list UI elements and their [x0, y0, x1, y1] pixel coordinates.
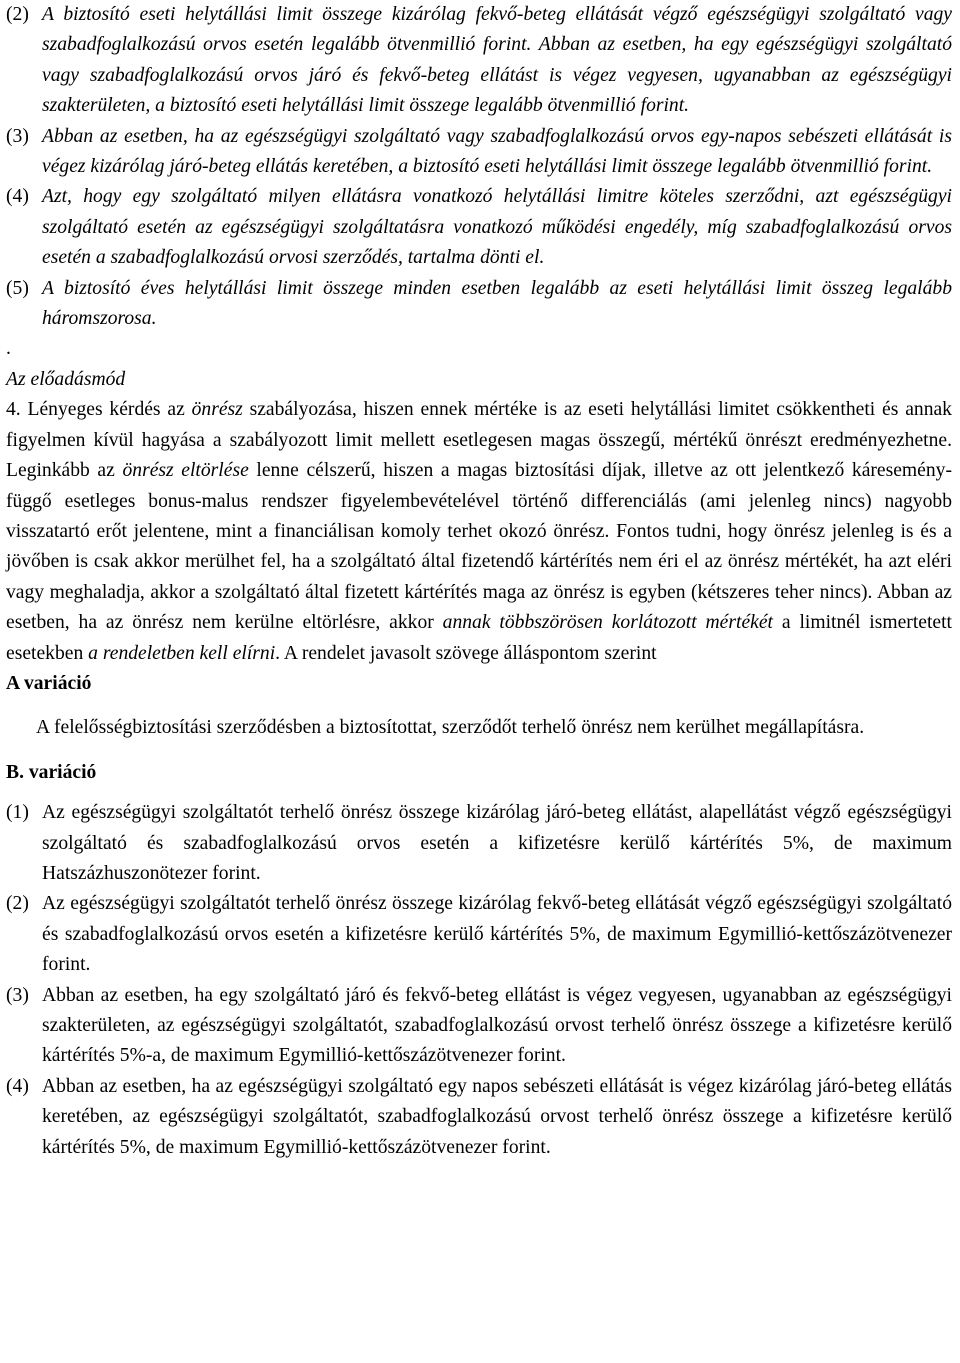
item-text: Az egészségügyi szolgáltatót terhelő önrész összege kizárólag járó-beteg ellátást, alapellátást végző egészségügyi szolgáltató és szabadfoglalkozású orvos esetén a kifizetésre kerülő kártérítés 5%, de maximum Hatszázhuszonötezer forint. — [42, 802, 952, 884]
list-item — [6, 889, 952, 980]
list-item — [6, 981, 952, 1072]
item-text: A biztosító éves helytállási limit összege minden esetben legalább az eseti helytállási limit összeg legalább háromszorosa. — [42, 277, 952, 330]
separator-dot: . — [6, 338, 11, 360]
section-heading: Az előadásmód — [6, 368, 126, 390]
item-text: Abban az esetben, ha az egészségügyi szolgáltató vagy szabadfoglalkozású orvos egy-napos sebészeti ellátását is végez kizárólag járó-beteg ellátás keretében, a biztosító eseti helytállási limit összege legalább ötvenmillió forint. — [42, 125, 952, 178]
paragraph-text: 4. Lényeges kérdés az — [6, 399, 192, 421]
paragraph-emphasis: a rendeletben kell elírni — [88, 642, 276, 664]
item-text: A biztosító eseti helytállási limit összege kizárólag fekvő-beteg ellátását végző egészségügyi szolgáltató vagy szabadfoglalkozású orvos esetén legalább ötvenmillió forint. Abban az esetben, ha egy egészségügyi szolgáltató vagy szabadfoglalkozású orvos járó és fekvő-beteg ellátást is végez vegyesen, ugyanabban az egészségügyi szakterületen, a biztosító eseti helytállási limit összege legalább ötvenmillió forint. — [42, 4, 952, 117]
top-numbered-list — [6, 0, 952, 334]
list-item — [6, 122, 952, 183]
item-number: (3) — [6, 125, 29, 147]
list-item — [6, 182, 952, 273]
item-number: (1) — [6, 802, 29, 824]
item-text: Azt, hogy egy szolgáltató milyen ellátásra vonatkozó helytállási limitre köteles szerződni, azt egészségügyi szolgáltató esetén az egészségügyi szolgáltatásra vonatkozó működési engedély, míg szabadfoglalkozású orvos esetén a szabadfoglalkozású orvosi szerződés, tartalma dönti el. — [42, 186, 952, 269]
list-item — [6, 274, 952, 335]
paragraph-emphasis: annak többszörösen korlátozott mértékét — [442, 612, 773, 634]
paragraph-text: lenne célszerű, hiszen a magas biztosítási díjak, illetve az ott jelentkező káresemény-függő esetleges bonus-malus rendszer figyelembevételével történő differenciálás (ami jelenleg nincs) nagyobb visszatartó erőt jelentene, mint a financiálisan komoly terhet okozó önrész. Fontos tudni, hogy önrész jelenleg is és a jövőben is csak akkor merülhet fel, ha a szolgáltató által fizetendő kártérítés nem éri el az önrész mértékét, ha azt eléri vagy meghaladja, akkor a szolgáltató által fizetett kártérítés maga az önrész is egyben (kétszeres teher nincs). Abban az esetben, ha az önrész nem kerülne eltörlésre, akkor — [6, 460, 952, 634]
paragraph-text: szabályozása, hiszen ennek mértéke is az eseti helytállási limitet csökkentheti és annak figyelmen kívül hagyása a szabályozott limit mellett esetlegesen magas összegű, mértékű önrészt eredményezhetne. Leginkább az — [6, 399, 952, 482]
item-number: (5) — [6, 277, 29, 299]
paragraph-4 — [6, 395, 952, 669]
item-text: Az egészségügyi szolgáltatót terhelő önrész összege kizárólag fekvő-beteg ellátását végző egészségügyi szolgáltató és szabadfoglalkozású orvos esetén a kifizetésre kerülő kártérítés 5%, de maximum Egymillió-kettőszázötvenezer forint. — [42, 893, 952, 976]
list-item — [6, 1072, 952, 1163]
paragraph-emphasis: önrész — [191, 399, 243, 421]
item-number: (2) — [6, 893, 29, 915]
item-number: (2) — [6, 4, 29, 25]
item-number: (4) — [6, 186, 29, 208]
paragraph-text: a limitnél ismertetett esetekben — [6, 612, 952, 664]
variant-b-list — [6, 798, 952, 1163]
item-number: (3) — [6, 984, 29, 1006]
item-number: (4) — [6, 1075, 29, 1097]
list-item — [6, 798, 952, 889]
paragraph-text: . A rendelet javasolt szövege álláspontom szerint — [275, 642, 657, 664]
item-text: Abban az esetben, ha az egészségügyi szolgáltató egy napos sebészeti ellátását is végez kizárólag járó-beteg ellátás keretében, az egészségügyi szolgáltatót, szabadfoglalkozású orvost terhelő önrész összege a kifizetésre kerülő kártérítés 5%, de maximum Egymillió-kettőszázötvenezer forint. — [42, 1075, 952, 1158]
item-text: Abban az esetben, ha egy szolgáltató járó és fekvő-beteg ellátást is végez vegyesen, ugyanabban az egészségügyi szakterületen, az egészségügyi szolgáltatót, szabadfoglalkozású orvost terhelő önrész összege a kifizetésre kerülő kártérítés 5%-a, de maximum Egymillió-kettőszázötvenezer forint. — [42, 984, 952, 1067]
list-item — [6, 0, 952, 122]
variant-a-text: A felelősségbiztosítási szerződésben a biztosítottat, szerződőt terhelő önrész nem kerülhet megállapításra. — [36, 717, 865, 739]
variant-b-heading: B. variáció — [6, 761, 97, 783]
paragraph-emphasis: önrész eltörlése — [122, 460, 249, 482]
variant-a-heading: A variáció — [6, 672, 92, 694]
